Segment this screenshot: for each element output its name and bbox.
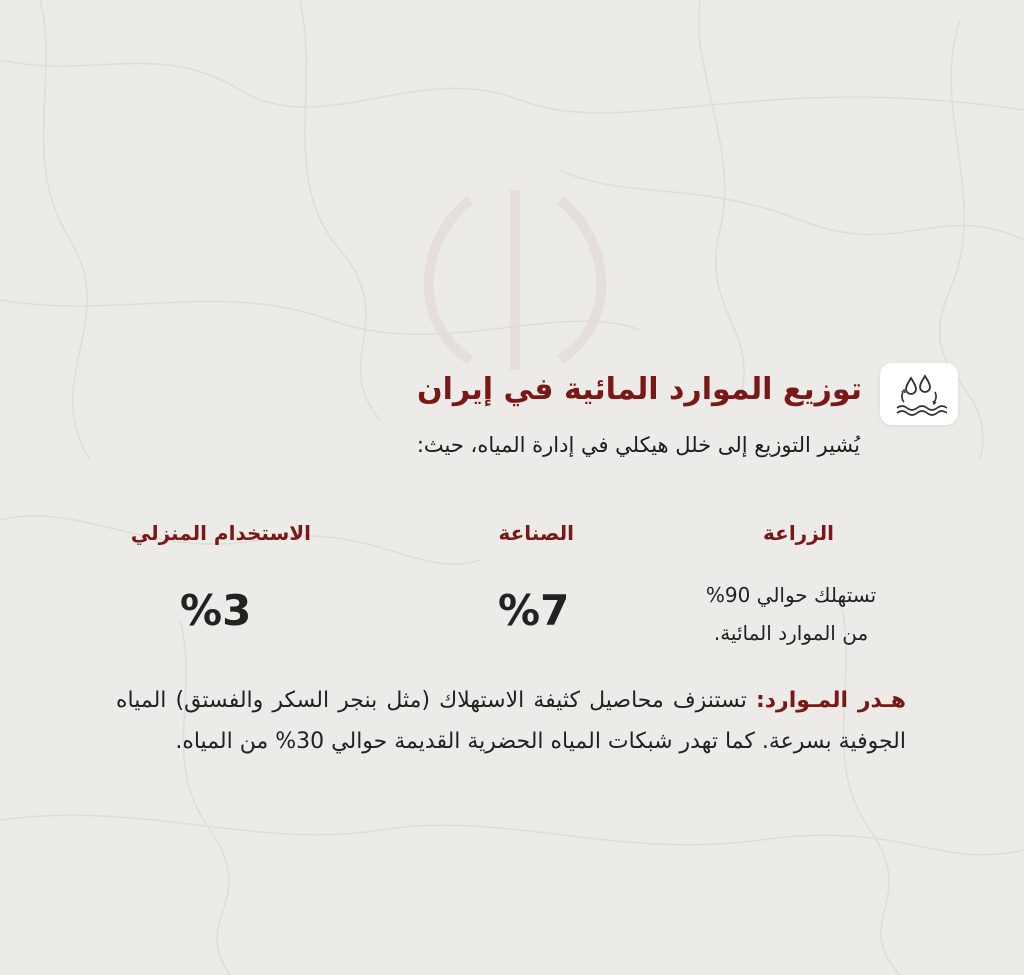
- resource-waste-text: تستنزف محاصيل كثيفة الاستهلاك (مثل بنجر السكر والفستق) المياه الجوفية بسرعة. كما تهدر شبكات المياه الحضرية القديمة حوالي 30% من المياه.: [116, 688, 906, 754]
- page-subtitle: يُشير التوزيع إلى خلل هيكلي في إدارة المياه، حيث:: [416, 433, 860, 457]
- resource-waste-paragraph: [116, 680, 906, 762]
- agriculture-heading: الزراعة: [763, 521, 834, 545]
- industry-heading: الصناعة: [498, 521, 574, 545]
- industry-share-value: %7: [498, 586, 570, 635]
- agriculture-description-line: تستهلك حوالي 90%: [705, 583, 877, 607]
- agriculture-description-line: من الموارد المائية.: [713, 621, 869, 645]
- agriculture-description: [676, 576, 906, 652]
- resource-waste-label: هـدر المـوارد:: [755, 688, 906, 713]
- domestic-share-value: %3: [180, 586, 252, 635]
- domestic-use-heading: الاستخدام المنزلي: [130, 521, 311, 545]
- water-drops-icon: [880, 363, 958, 425]
- page-title: توزيع الموارد المائية في إيران: [416, 372, 862, 407]
